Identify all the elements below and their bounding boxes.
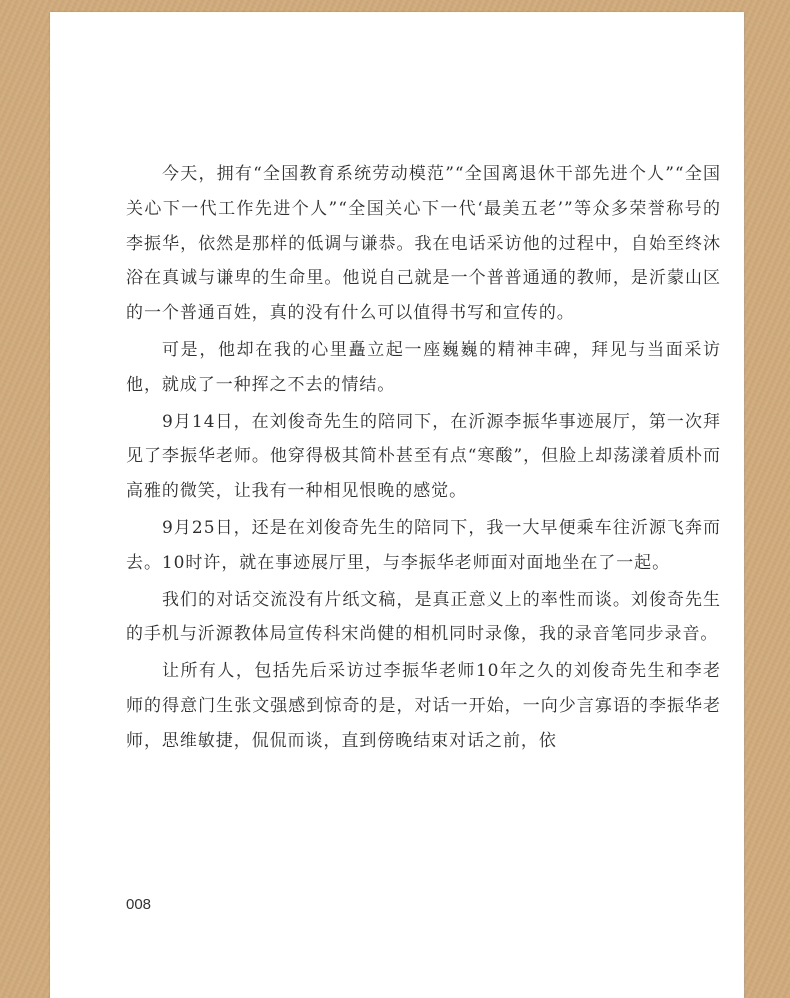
page-number: 008 <box>126 896 152 913</box>
book-page <box>50 12 744 998</box>
paragraph: 可是，他却在我的心里矗立起一座巍巍的精神丰碑，拜见与当面采访他，就成了一种挥之不去的情结。 <box>126 339 721 395</box>
paragraph: 我们的对话交流没有片纸文稿，是真正意义上的率性而谈。刘俊奇先生的手机与沂源教体局宣传科宋尚健的相机同时录像，我的录音笔同步录音。 <box>126 589 721 645</box>
page-body-text <box>126 157 721 761</box>
paragraph: 今天，拥有“全国教育系统劳动模范”“全国离退休干部先进个人”“全国关心下一代工作先进个人”“全国关心下一代‘最美五老’”等众多荣誉称号的李振华，依然是那样的低调与谦恭。我在电话采访他的过程中，自始至终沐浴在真诚与谦卑的生命里。他说自己就是一个普普通通的教师，是沂蒙山区的一个普通百姓，真的没有什么可以值得书写和宣传的。 <box>126 164 721 324</box>
paragraph: 9月25日，还是在刘俊奇先生的陪同下，我一大早便乘车往沂源飞奔而去。10时许，就在事迹展厅里，与李振华老师面对面地坐在了一起。 <box>126 517 721 573</box>
paragraph: 让所有人，包括先后采访过李振华老师10年之久的刘俊奇先生和李老师的得意门生张文强感到惊奇的是，对话一开始，一向少言寡语的李振华老师，思维敏捷，侃侃而谈，直到傍晚结束对话之前，依 <box>126 661 721 751</box>
paragraph: 9月14日，在刘俊奇先生的陪同下，在沂源李振华事迹展厅，第一次拜见了李振华老师。他穿得极其简朴甚至有点“寒酸”，但脸上却荡漾着质朴而高雅的微笑，让我有一种相见恨晚的感觉。 <box>126 411 721 502</box>
